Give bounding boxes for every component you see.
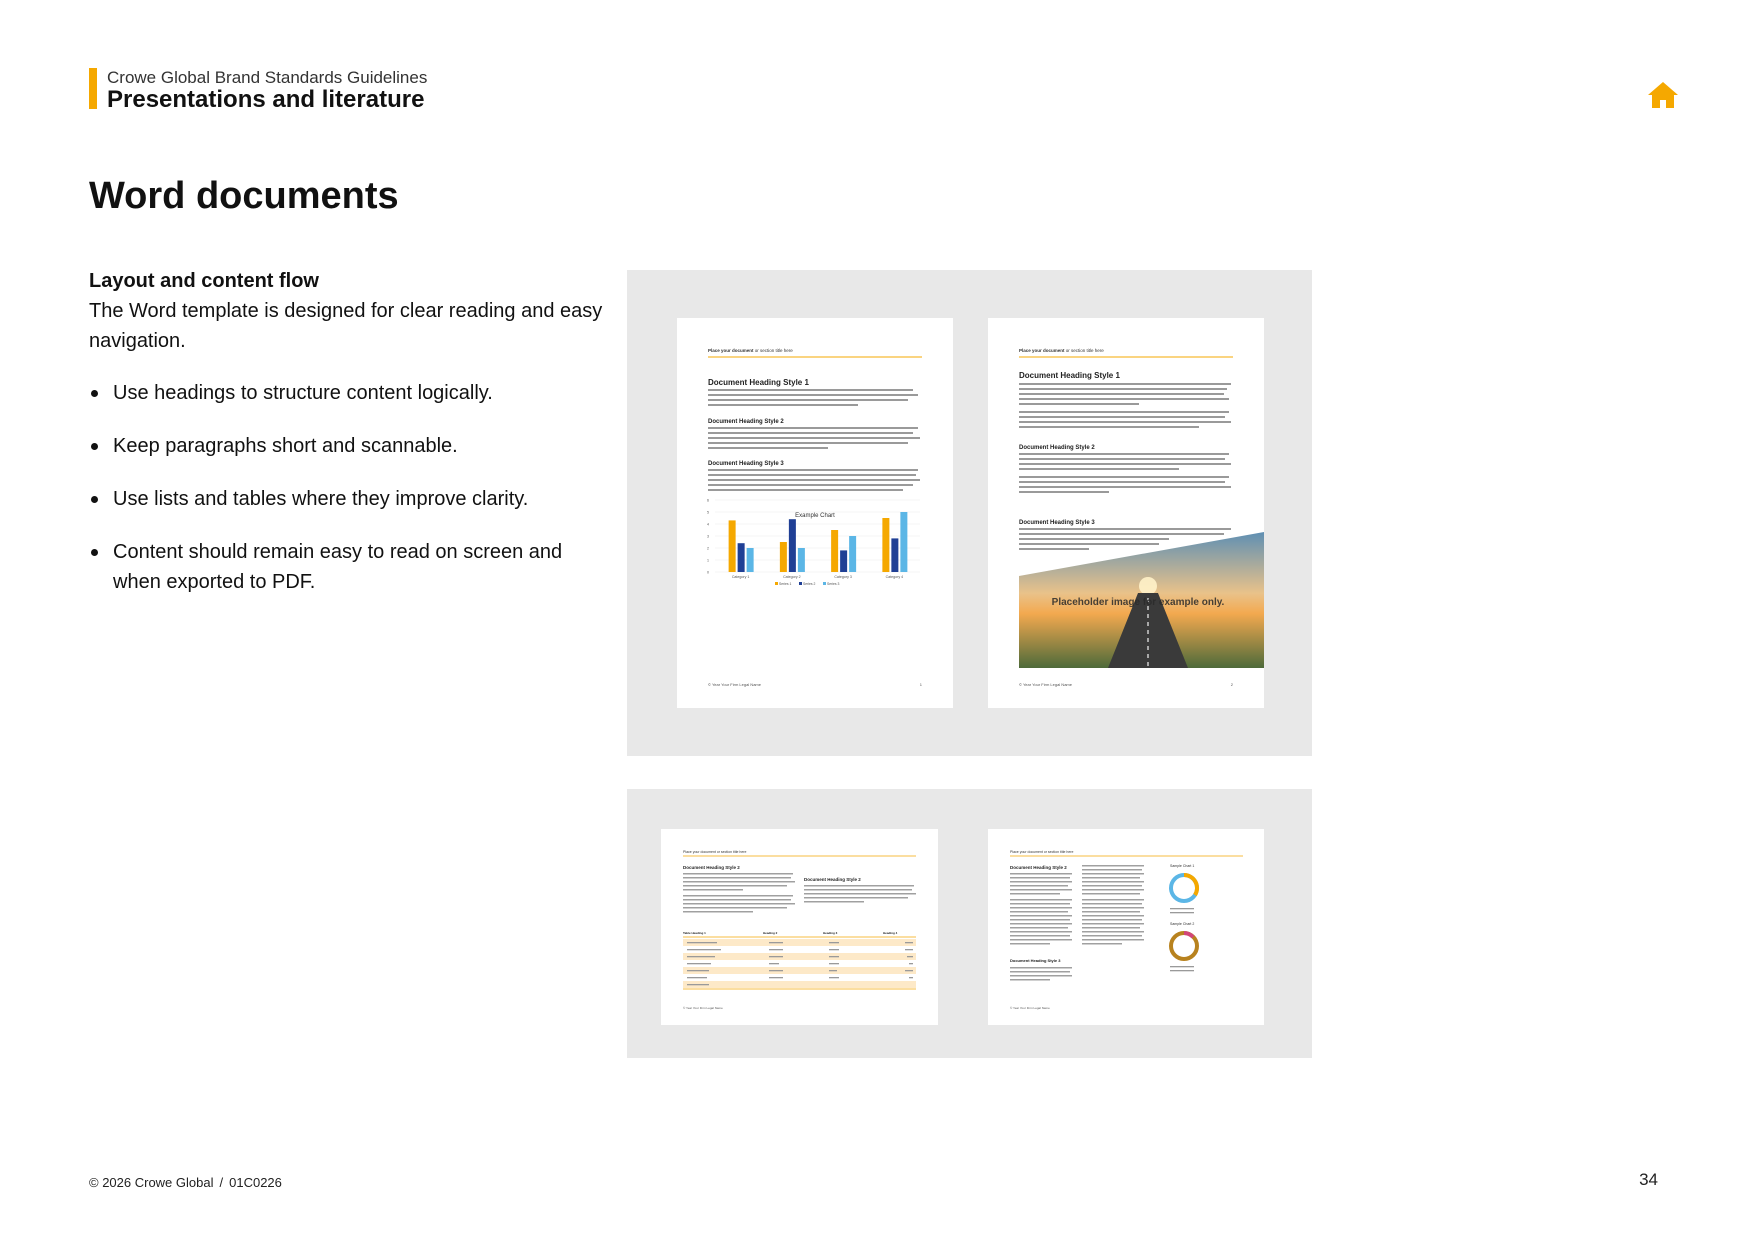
thumb1-y-tick: 4 [707, 522, 709, 527]
thumb4-heading-2: Document Heading Style 2 [1010, 865, 1067, 870]
thumb3-table-header-1: Table Heading 1 [683, 931, 706, 935]
thumb1-legend-label: Series 1 [779, 581, 792, 586]
doc-thumbnail-page-4 [988, 829, 1264, 1025]
thumb3-heading-2b: Document Heading Style 2 [804, 877, 861, 882]
thumb2-footer: © Year Your Firm Legal Name [1019, 682, 1072, 687]
thumb1-chart-bar [831, 530, 838, 572]
thumb1-y-tick: 2 [707, 546, 709, 551]
thumb4-section-label: Place your document or section title here [1010, 850, 1074, 854]
bullet-item: Keep paragraphs short and scannable. [89, 431, 609, 461]
thumb3-heading-2a: Document Heading Style 2 [683, 865, 740, 870]
thumb1-chart-bar [882, 518, 889, 572]
thumb1-chart-bar [891, 538, 898, 572]
thumb1-chart-bar [780, 542, 787, 572]
thumbnail-panel-landscape [627, 789, 1312, 1058]
thumb1-section-label-rest: or section title here [753, 348, 793, 353]
thumb2-page-number: 2 [1230, 682, 1233, 687]
thumb1-y-tick: 5 [707, 510, 709, 515]
thumb1-y-tick: 3 [707, 534, 709, 539]
thumb1-legend-swatch [775, 582, 778, 585]
thumb1-x-tick: Category 3 [834, 575, 852, 579]
thumb1-legend-label: Series 3 [827, 581, 840, 586]
thumb1-x-tick: Category 4 [885, 575, 904, 579]
thumb2-heading-2: Document Heading Style 2 [1019, 445, 1095, 451]
bullet-item: Use lists and tables where they improve clarity. [89, 484, 609, 514]
thumb1-heading-2: Document Heading Style 2 [708, 419, 784, 425]
page-title: Word documents [89, 175, 399, 217]
thumb3-section-label: Place your document or section title here [683, 850, 747, 854]
thumb3-table-header-3: Heading 3 [823, 931, 838, 935]
bullet-item: Use headings to structure content logically. [89, 378, 609, 408]
thumb1-x-tick: Category 2 [783, 575, 801, 579]
thumb3-table-header-4: Heading 4 [883, 931, 898, 935]
thumb1-legend-swatch [799, 582, 802, 585]
thumb1-chart-bar [738, 543, 745, 572]
thumb1-chart-bar [840, 550, 847, 572]
thumb2-section-label: Place your document [1019, 348, 1065, 353]
thumb2-heading-1: Document Heading Style 1 [1019, 371, 1120, 380]
svg-text:Place your document or section [1019, 348, 1104, 353]
header-title: Presentations and literature [107, 86, 425, 113]
footer-copyright [89, 1175, 282, 1190]
header-subtitle: Crowe Global Brand Standards Guidelines [107, 68, 428, 87]
footer-copyright-text: © 2026 Crowe Global [89, 1175, 214, 1190]
page-number: 34 [1639, 1170, 1658, 1189]
thumb1-section-label: Place your document [708, 348, 754, 353]
thumb1-legend-swatch [823, 582, 826, 585]
thumb1-x-tick: Category 1 [731, 575, 750, 579]
section-intro: The Word template is designed for clear reading and easy navigation. [89, 300, 603, 352]
bullet-list [89, 378, 609, 620]
thumb1-heading-1: Document Heading Style 1 [708, 378, 809, 387]
thumb1-heading-3: Document Heading Style 3 [708, 461, 784, 467]
header-accent-bar [89, 68, 97, 109]
thumb2-image-caption: Placeholder image for example only. [1051, 597, 1225, 608]
thumb3-table-rows [683, 939, 916, 988]
thumb3-table-header-2: Heading 2 [763, 931, 778, 935]
thumb1-footer: © Year Your Firm Legal Name [708, 682, 761, 687]
footer-code: 01C0226 [229, 1175, 282, 1190]
thumbnail-panel-portrait [627, 270, 1312, 756]
section-heading: Layout and content flow [89, 270, 319, 292]
thumb4-footer: © Year Your Firm Legal Name [1010, 1006, 1050, 1010]
thumb1-bar-chart [707, 498, 920, 586]
thumb1-chart-bar [789, 519, 796, 572]
thumb4-chart-1-title: Sample Chart 1 [1170, 864, 1195, 868]
svg-text:Place your document or section [708, 348, 793, 353]
doc-thumbnail-page-2 [988, 318, 1264, 708]
thumb3-footer: © Year Your Firm Legal Name [683, 1006, 723, 1010]
thumb1-chart-bar [849, 536, 856, 572]
home-icon[interactable] [1646, 80, 1680, 110]
thumb1-chart-bar [747, 548, 754, 572]
thumb1-chart-title: Example Chart [795, 513, 835, 519]
thumb1-chart-bar [729, 520, 736, 572]
thumb2-section-label-rest: or section title here [1064, 348, 1104, 353]
bullet-item: Content should remain easy to read on screen and when exported to PDF. [89, 537, 609, 597]
thumb4-heading-3: Document Heading Style 3 [1010, 958, 1061, 963]
thumb2-heading-3: Document Heading Style 3 [1019, 520, 1095, 526]
thumb1-legend-label: Series 2 [803, 581, 816, 586]
thumb1-page-number: 1 [919, 682, 922, 687]
doc-thumbnail-page-1 [677, 318, 953, 708]
thumb1-chart-bar [798, 548, 805, 572]
thumb1-y-tick: 6 [707, 498, 709, 503]
thumb1-y-tick: 1 [707, 558, 709, 563]
thumb1-y-tick: 0 [707, 570, 709, 575]
thumb1-chart-bar [900, 512, 907, 572]
thumb4-chart-2-title: Sample Chart 2 [1170, 922, 1195, 926]
doc-thumbnail-page-3 [661, 829, 938, 1025]
footer-separator: / [219, 1175, 224, 1190]
